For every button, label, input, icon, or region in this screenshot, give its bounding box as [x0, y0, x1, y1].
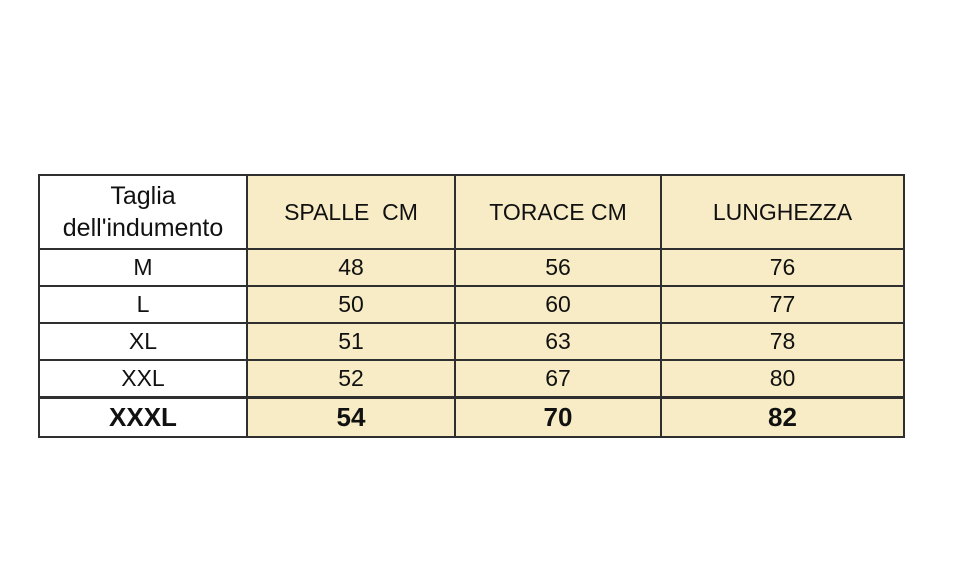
- torace-value: 67: [455, 360, 661, 398]
- lunghezza-value: 80: [661, 360, 904, 398]
- size-label: L: [39, 286, 247, 323]
- torace-value: 70: [455, 398, 661, 438]
- column-header-torace: TORACE CM: [455, 175, 661, 249]
- size-chart-table: [38, 174, 905, 438]
- size-column-title-line1: Taglia: [110, 181, 176, 210]
- spalle-value: 48: [247, 249, 455, 286]
- table-row-highlighted: [39, 398, 904, 438]
- lunghezza-value: 78: [661, 323, 904, 360]
- header-row: [39, 175, 904, 249]
- lunghezza-value: 77: [661, 286, 904, 323]
- torace-value: 60: [455, 286, 661, 323]
- table-row: [39, 249, 904, 286]
- column-header-lunghezza: LUNGHEZZA: [661, 175, 904, 249]
- column-header-spalle: SPALLE CM: [247, 175, 455, 249]
- size-label: XXL: [39, 360, 247, 398]
- size-label: XL: [39, 323, 247, 360]
- size-column-title-line2: dell'indumento: [62, 214, 224, 242]
- spalle-value: 50: [247, 286, 455, 323]
- table-row: [39, 323, 904, 360]
- spalle-value: 54: [247, 398, 455, 438]
- lunghezza-value: 82: [661, 398, 904, 438]
- lunghezza-value: 76: [661, 249, 904, 286]
- size-label: M: [39, 249, 247, 286]
- spalle-value: 51: [247, 323, 455, 360]
- size-chart: [38, 174, 903, 438]
- size-label: XXXL: [39, 398, 247, 438]
- table-row: [39, 286, 904, 323]
- table-row: [39, 360, 904, 398]
- spalle-value: 52: [247, 360, 455, 398]
- torace-value: 56: [455, 249, 661, 286]
- size-column-header: [39, 175, 247, 249]
- torace-value: 63: [455, 323, 661, 360]
